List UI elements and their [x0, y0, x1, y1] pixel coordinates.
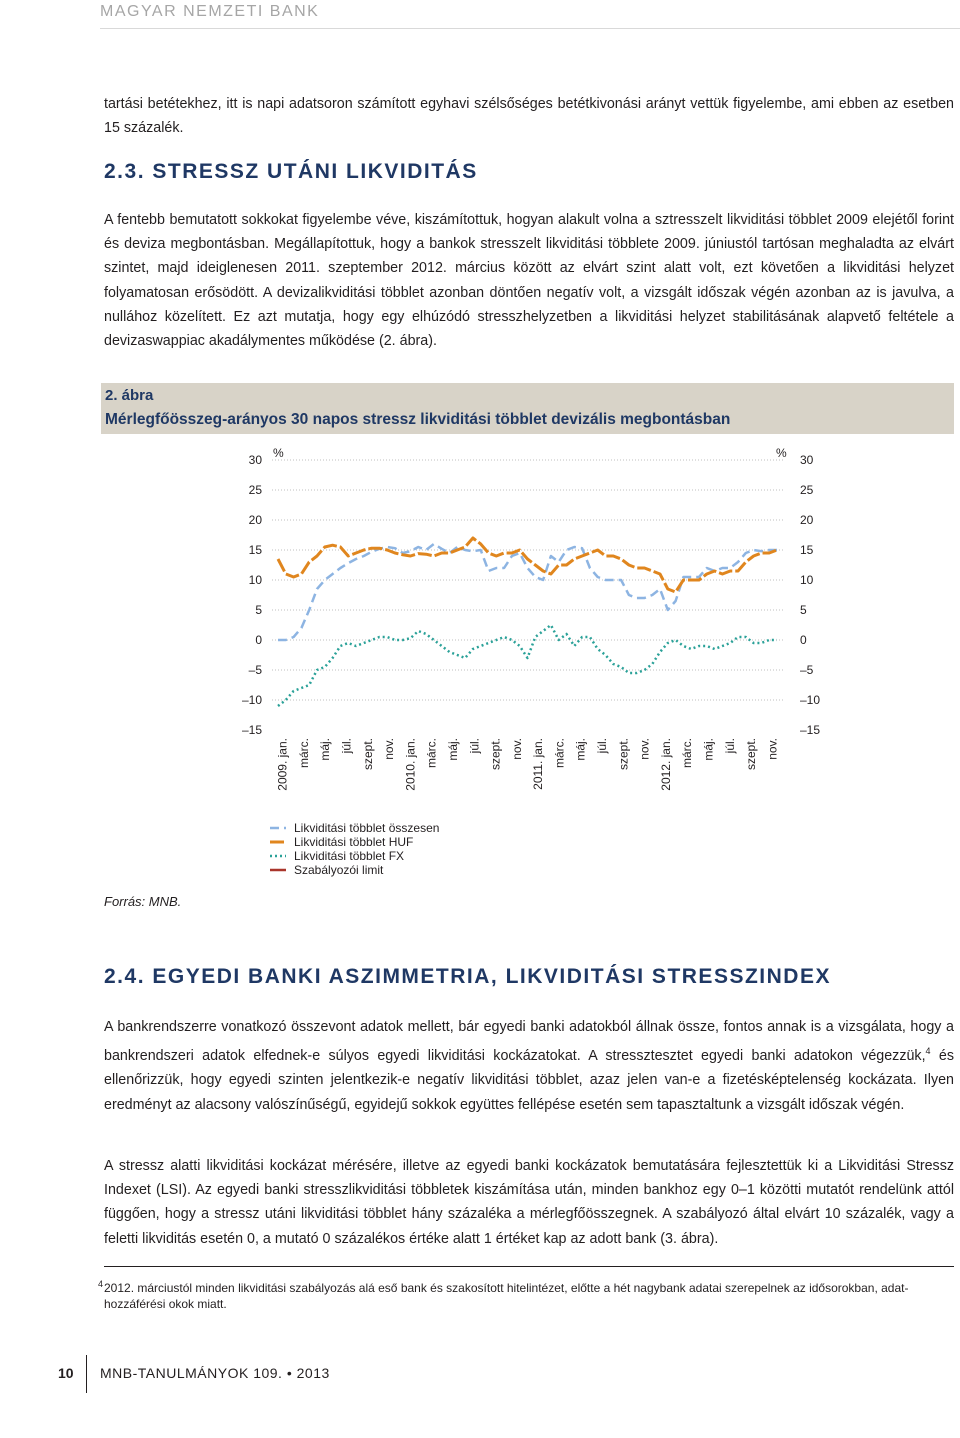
x-tick-label: szept.: [744, 738, 759, 771]
y-tick-label-left: 30: [248, 453, 262, 467]
y-tick-label-left: 20: [248, 513, 262, 527]
x-tick-label: nov.: [382, 738, 397, 760]
x-tick-label: júl.: [467, 738, 482, 754]
journal-title: MNB-TANULMÁNYOK 109. • 2013: [100, 1365, 330, 1381]
y-tick-label-right: 5: [800, 603, 807, 617]
y-tick-label-left: 5: [255, 603, 262, 617]
section-title-2-4: 2.4. EGYEDI BANKI ASZIMMETRIA, LIKVIDITÁSI STRESSZINDEX: [104, 965, 831, 988]
page-number: 10: [58, 1365, 74, 1381]
left-axis-unit: %: [273, 446, 284, 460]
x-tick-label: nov.: [637, 738, 652, 760]
y-tick-label-right: 25: [800, 483, 814, 497]
x-tick-label: szept.: [488, 738, 503, 771]
y-tick-label-right: 10: [800, 573, 814, 587]
footnote-number: 4: [98, 1279, 104, 1289]
chart-legend: [270, 821, 439, 877]
x-tick-label: máj.: [701, 738, 716, 761]
x-tick-label: szept.: [360, 738, 375, 771]
figure-number: 2. ábra: [105, 387, 154, 404]
left-axis-ticks: [242, 453, 262, 737]
y-tick-label-right: 0: [800, 633, 807, 647]
footnote: [98, 1279, 954, 1312]
footnote-text: 2012. márciustól minden likviditási szabályozás alá eső bank és szakosított hitelintézet, előtte a hét nagybank adatai szerepelnek az idősorokban, adat-hozzáférési okok miatt.: [104, 1281, 909, 1311]
y-tick-label-left: 15: [248, 543, 262, 557]
chart-series: [278, 538, 777, 706]
para-text-a: A bankrendszerre vonatkozó összevont adatok mellett, bár egyedi banki adatokból állnak össze, fontos annak is a vizsgálata, hogy a bankrendszeri adatok elfednek-e súlyos egyedi likviditási kockázatokat. A stressztesztet egyedi banki adatokon végezzük,: [104, 1019, 954, 1065]
x-tick-label: máj.: [573, 738, 588, 761]
intro-paragraph: tartási betétekhez, itt is napi adatsoron számított egyhavi szélsőséges betétkivonási arányt vettük figyelembe, ami ebben az esetben 15 százalék.: [104, 96, 954, 137]
chart-grid: [272, 460, 783, 700]
x-tick-label: nov.: [509, 738, 524, 760]
legend-label: Likviditási többlet FX: [294, 849, 405, 863]
section-title-2-3: 2.3. STRESSZ UTÁNI LIKVIDITÁS: [104, 160, 478, 183]
x-tick-label: 2009. jan.: [275, 738, 290, 791]
x-tick-label: márc.: [296, 738, 311, 768]
x-tick-label: nov.: [765, 738, 780, 760]
section-2-3-paragraph: A fentebb bemutatott sokkokat figyelembe véve, kiszámítottuk, hogyan alakult volna a sztresszelt likviditási többlet 2009 elejétől forint és deviza megbontásban. Megállapítottuk, hogy a bankok stresszelt likviditási többlete 2009. júniustól tartósan meghaladta az elvárt szintet, majd ideiglenesen 2011. szeptember 2012. március között az elvárt szint alatt volt, ezt követően a likviditási helyzet folyamatosan erősödött. A devizalikviditási többlet azonban döntően negatív volt, a vizsgált időszak végén azonban az is javulva, a nullához közelített. Ez azt mutatja, hogy egy elhúzódó stresszhelyzetben a likviditási helyzet stabilitásának alapvető feltétele a devizaswappiac akadálymentes működése (2. ábra).: [104, 212, 954, 350]
footnote-rule: [104, 1266, 954, 1267]
right-axis-unit: %: [776, 446, 787, 460]
y-tick-label-left: 25: [248, 483, 262, 497]
footer-divider: [86, 1355, 87, 1393]
figure-title: Mérlegfőösszeg-arányos 30 napos stressz likviditási többlet devizális megbontásban: [105, 411, 731, 428]
x-tick-label: márc.: [680, 738, 695, 768]
y-tick-label-right: 15: [800, 543, 814, 557]
right-axis-ticks: [800, 453, 820, 737]
legend-label: Likviditási többlet HUF: [294, 835, 414, 849]
x-tick-label: júl.: [595, 738, 610, 754]
legend-label: Likviditási többlet összesen: [294, 821, 440, 835]
x-tick-label: szept.: [616, 738, 631, 771]
series-line: [278, 625, 777, 706]
x-tick-label: máj.: [318, 738, 333, 761]
x-tick-label: 2011. jan.: [531, 738, 546, 790]
x-tick-label: 2010. jan.: [403, 738, 418, 791]
y-tick-label-left: 0: [255, 633, 262, 647]
x-tick-label: júl.: [722, 738, 737, 754]
y-tick-label-right: –10: [800, 693, 821, 707]
x-tick-label: júl.: [339, 738, 354, 754]
running-title: MAGYAR NEMZETI BANK: [100, 3, 320, 20]
legend-label: Szabályozói limit: [294, 863, 384, 877]
series-line: [278, 538, 777, 592]
y-tick-label-right: 20: [800, 513, 814, 527]
footnote-ref: 4: [925, 1046, 931, 1057]
x-axis-labels: [276, 738, 780, 791]
y-tick-label-left: –15: [241, 723, 262, 737]
y-tick-label-right: –15: [800, 723, 821, 737]
x-tick-label: márc.: [552, 738, 567, 768]
x-tick-label: márc.: [424, 738, 439, 768]
y-tick-label-left: –10: [241, 693, 262, 707]
section-2-4-paragraph-1: [104, 1015, 954, 1117]
y-tick-label-right: 30: [800, 453, 814, 467]
y-tick-label-left: –5: [248, 663, 262, 677]
y-tick-label-left: 10: [248, 573, 262, 587]
section-2-4-paragraph-2: A stressz alatti likviditási kockázat mérésére, illetve az egyedi banki kockázatok bemutatására fejlesztettük ki a Likviditási Stressz Indexet (LSI). Az egyedi banki stresszlikviditási többletek kiszámítása után, minden bankhoz egy 0–1 közötti mutatót rendelünk attól függően, hogy a stressz utáni likviditási többlet hány százaléka a mérlegfőösszegnek. A szabályozó által elvárt 10 százalék, vagy a feletti likviditás esetén 0, a mutató 0 százalékos értéke alatt 1 értéket kap az adott bank (3. ábra).: [104, 1158, 954, 1247]
figure-source: Forrás: MNB.: [104, 894, 182, 909]
x-tick-label: 2012. jan.: [658, 738, 673, 791]
para-text-b: és ellenőrizzük, hogy egyedi szinten jelentkezik-e negatív likviditási többlet, azaz jelen van-e a fizetésképtelenség kockázata. Ilyen eredményt az alacsony valószínűségű, egyidejű sokkok együttes fellépése esetén sem tapasztaltunk a vizsgált időszak végén.: [104, 1048, 954, 1113]
y-tick-label-right: –5: [800, 663, 814, 677]
x-tick-label: máj.: [445, 738, 460, 761]
